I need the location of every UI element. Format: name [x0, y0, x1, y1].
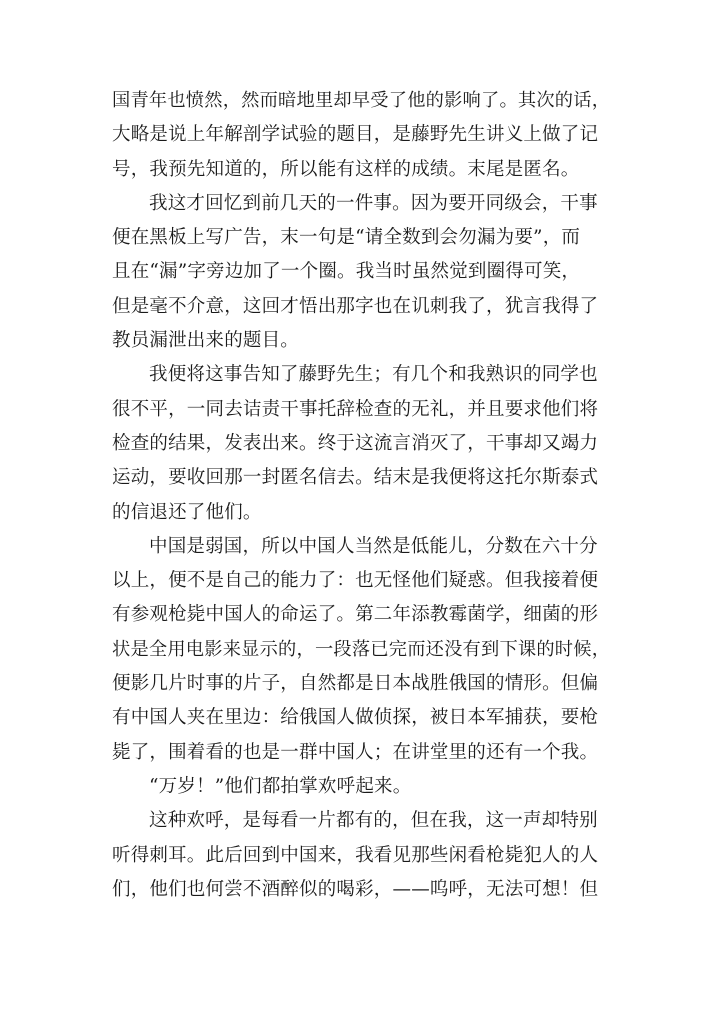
text-line: 便影几片时事的片子，自然都是日本战胜俄国的情形。但偏	[112, 673, 599, 695]
text-line: 有参观枪毙中国人的命运了。第二年添教霉菌学，细菌的形	[112, 604, 599, 626]
text-line: 的信退还了他们。	[112, 501, 262, 523]
text-line: 教员漏泄出来的题目。	[112, 330, 300, 352]
text-line: 运动，要收回那一封匿名信去。结末是我便将这托尔斯泰式	[112, 467, 599, 489]
text-line: 我这才回忆到前几天的一件事。因为要开同级会，干事	[149, 192, 598, 214]
body-text	[112, 84, 612, 907]
text-line: “万岁！”他们都拍掌欢呼起来。	[149, 775, 412, 797]
text-line: 中国是弱国，所以中国人当然是低能儿，分数在六十分	[149, 535, 598, 557]
text-line: 检查的结果，发表出来。终于这流言消灭了，干事却又竭力	[112, 432, 599, 454]
text-line: 大略是说上年解剖学试验的题目，是藤野先生讲义上做了记	[112, 124, 599, 146]
text-line: 号，我预先知道的，所以能有这样的成绩。末尾是匿名。	[112, 158, 580, 180]
text-line: 有中国人夹在里边：给俄国人做侦探，被日本军捕获，要枪	[112, 707, 599, 729]
text-line: 们，他们也何尝不酒醉似的喝彩，——呜呼，无法可想！但	[112, 878, 599, 900]
text-line: 以上，便不是自己的能力了：也无怪他们疑惑。但我接着便	[112, 570, 599, 592]
text-line: 听得刺耳。此后回到中国来，我看见那些闲看枪毙犯人的人	[112, 844, 599, 866]
text-line: 便在黑板上写广告，末一句是“请全数到会勿漏为要”，而	[112, 227, 581, 249]
text-line: 我便将这事告知了藤野先生；有几个和我熟识的同学也	[149, 364, 598, 386]
text-line: 但是毫不介意，这回才悟出那字也在讥刺我了，犹言我得了	[112, 295, 599, 317]
document-page	[112, 84, 612, 907]
text-line: 且在“漏”字旁边加了一个圈。我当时虽然觉到圈得可笑，	[112, 261, 581, 283]
text-line: 国青年也愤然，然而暗地里却早受了他的影响了。其次的话，	[112, 90, 611, 111]
text-line: 状是全用电影来显示的，一段落已完而还没有到下课的时候，	[112, 638, 611, 660]
text-line: 这种欢呼，是每看一片都有的，但在我，这一声却特别	[149, 810, 598, 832]
text-line: 很不平，一同去诘责干事托辞检查的无礼，并且要求他们将	[112, 398, 599, 420]
text-line: 毙了，围着看的也是一群中国人；在讲堂里的还有一个我。	[112, 741, 599, 763]
